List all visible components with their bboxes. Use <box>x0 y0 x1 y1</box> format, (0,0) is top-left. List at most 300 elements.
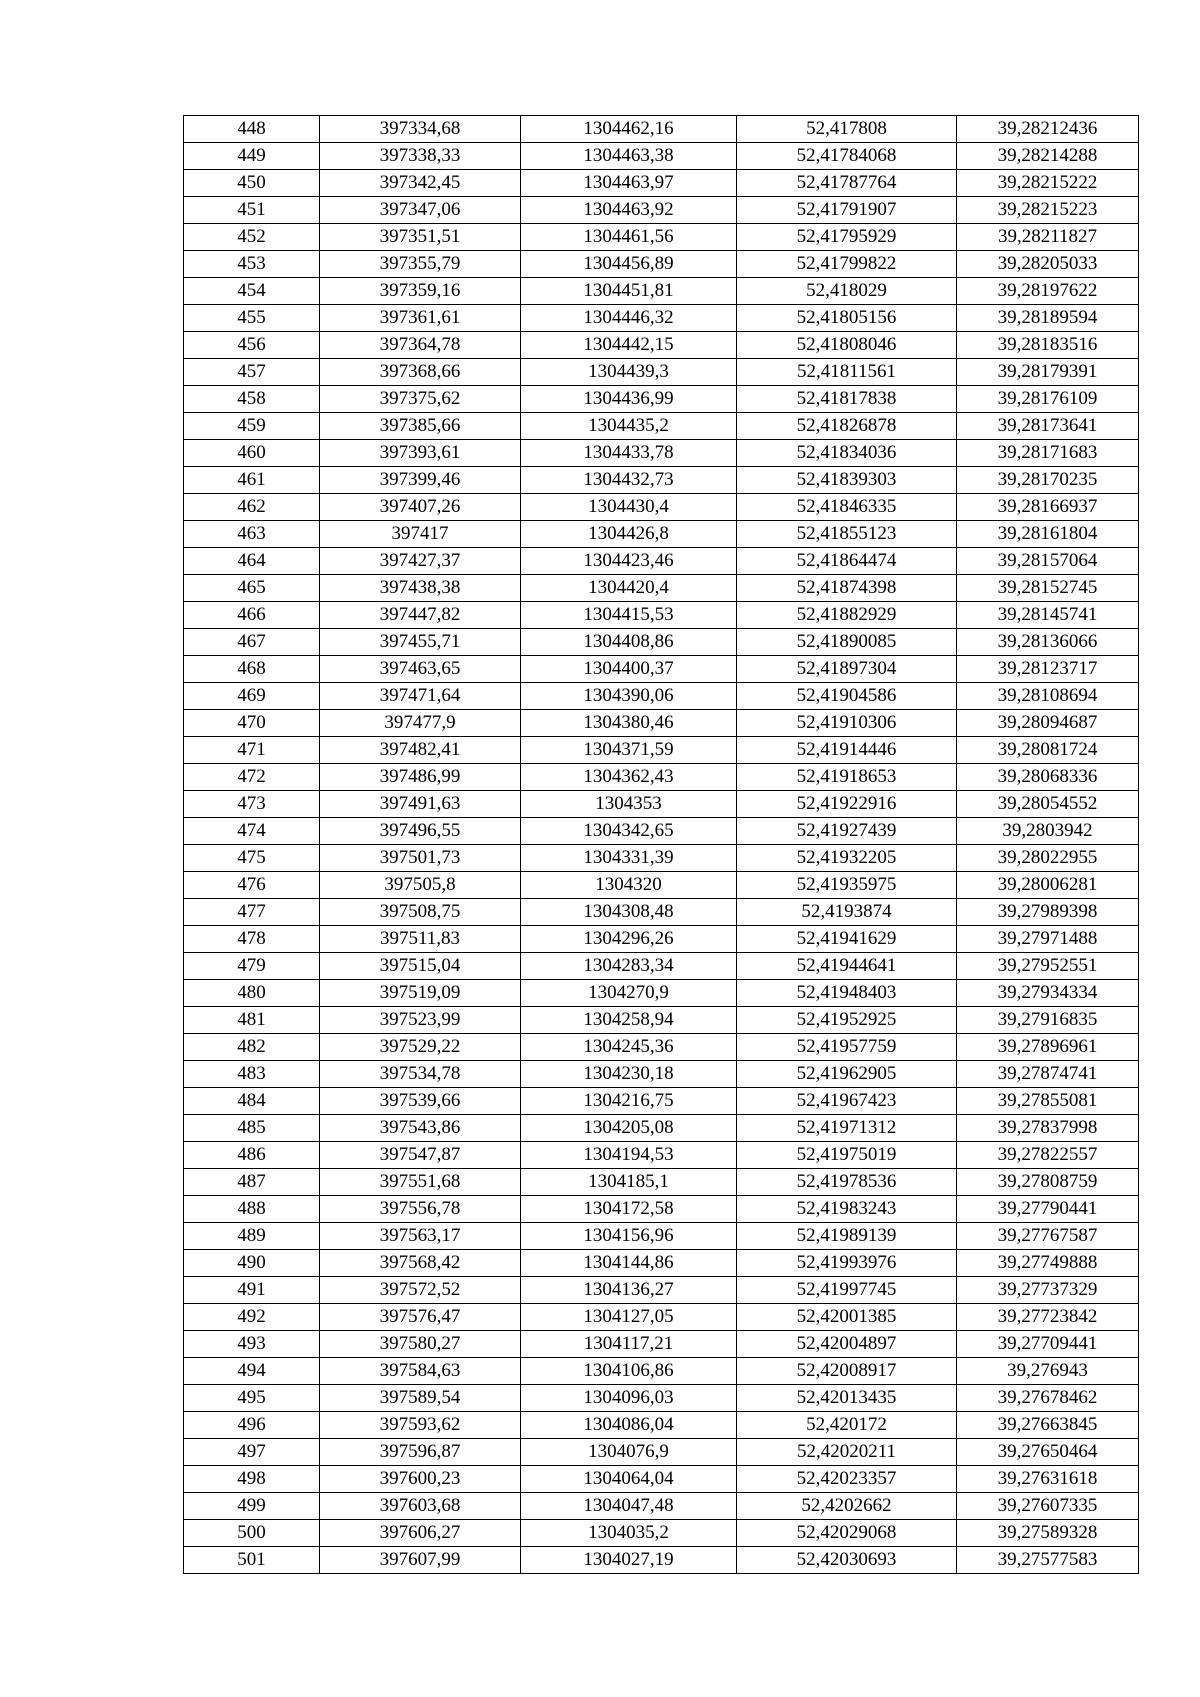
y-coordinate-cell: 1304433,78 <box>521 440 737 467</box>
y-coordinate-cell: 1304136,27 <box>521 1277 737 1304</box>
y-coordinate-cell: 1304035,2 <box>521 1520 737 1547</box>
longitude-cell: 39,27709441 <box>957 1331 1139 1358</box>
longitude-cell: 39,28108694 <box>957 683 1139 710</box>
table-row <box>184 1115 1139 1142</box>
y-coordinate-cell: 1304456,89 <box>521 251 737 278</box>
latitude-cell: 52,41997745 <box>737 1277 957 1304</box>
point-number-cell: 461 <box>184 467 320 494</box>
y-coordinate-cell: 1304076,9 <box>521 1439 737 1466</box>
y-coordinate-cell: 1304185,1 <box>521 1169 737 1196</box>
point-number-cell: 480 <box>184 980 320 1007</box>
y-coordinate-cell: 1304245,36 <box>521 1034 737 1061</box>
latitude-cell: 52,417808 <box>737 116 957 143</box>
longitude-cell: 39,28152745 <box>957 575 1139 602</box>
coordinates-table <box>183 115 1139 1574</box>
latitude-cell: 52,41918653 <box>737 764 957 791</box>
x-coordinate-cell: 397375,62 <box>320 386 521 413</box>
x-coordinate-cell: 397347,06 <box>320 197 521 224</box>
longitude-cell: 39,27790441 <box>957 1196 1139 1223</box>
longitude-cell: 39,28081724 <box>957 737 1139 764</box>
x-coordinate-cell: 397584,63 <box>320 1358 521 1385</box>
y-coordinate-cell: 1304380,46 <box>521 710 737 737</box>
x-coordinate-cell: 397576,47 <box>320 1304 521 1331</box>
point-number-cell: 500 <box>184 1520 320 1547</box>
x-coordinate-cell: 397463,65 <box>320 656 521 683</box>
table-row <box>184 1223 1139 1250</box>
x-coordinate-cell: 397368,66 <box>320 359 521 386</box>
latitude-cell: 52,41791907 <box>737 197 957 224</box>
longitude-cell: 39,27916835 <box>957 1007 1139 1034</box>
y-coordinate-cell: 1304400,37 <box>521 656 737 683</box>
latitude-cell: 52,41826878 <box>737 413 957 440</box>
x-coordinate-cell: 397505,8 <box>320 872 521 899</box>
table-row <box>184 521 1139 548</box>
x-coordinate-cell: 397589,54 <box>320 1385 521 1412</box>
table-row <box>184 1520 1139 1547</box>
y-coordinate-cell: 1304156,96 <box>521 1223 737 1250</box>
table-row <box>184 413 1139 440</box>
table-row <box>184 197 1139 224</box>
x-coordinate-cell: 397455,71 <box>320 629 521 656</box>
longitude-cell: 39,27874741 <box>957 1061 1139 1088</box>
x-coordinate-cell: 397606,27 <box>320 1520 521 1547</box>
longitude-cell: 39,28205033 <box>957 251 1139 278</box>
table-row <box>184 1277 1139 1304</box>
table-row <box>184 1547 1139 1574</box>
y-coordinate-cell: 1304144,86 <box>521 1250 737 1277</box>
table-row <box>184 1439 1139 1466</box>
latitude-cell: 52,4202662 <box>737 1493 957 1520</box>
x-coordinate-cell: 397511,83 <box>320 926 521 953</box>
point-number-cell: 466 <box>184 602 320 629</box>
table-row <box>184 953 1139 980</box>
y-coordinate-cell: 1304430,4 <box>521 494 737 521</box>
x-coordinate-cell: 397607,99 <box>320 1547 521 1574</box>
table-row <box>184 440 1139 467</box>
y-coordinate-cell: 1304230,18 <box>521 1061 737 1088</box>
x-coordinate-cell: 397486,99 <box>320 764 521 791</box>
point-number-cell: 464 <box>184 548 320 575</box>
point-number-cell: 463 <box>184 521 320 548</box>
x-coordinate-cell: 397342,45 <box>320 170 521 197</box>
table-row <box>184 1412 1139 1439</box>
latitude-cell: 52,42020211 <box>737 1439 957 1466</box>
point-number-cell: 486 <box>184 1142 320 1169</box>
point-number-cell: 455 <box>184 305 320 332</box>
x-coordinate-cell: 397351,51 <box>320 224 521 251</box>
latitude-cell: 52,41808046 <box>737 332 957 359</box>
longitude-cell: 39,27971488 <box>957 926 1139 953</box>
latitude-cell: 52,4193874 <box>737 899 957 926</box>
point-number-cell: 479 <box>184 953 320 980</box>
point-number-cell: 483 <box>184 1061 320 1088</box>
x-coordinate-cell: 397355,79 <box>320 251 521 278</box>
point-number-cell: 460 <box>184 440 320 467</box>
x-coordinate-cell: 397580,27 <box>320 1331 521 1358</box>
table-row <box>184 602 1139 629</box>
point-number-cell: 471 <box>184 737 320 764</box>
y-coordinate-cell: 1304106,86 <box>521 1358 737 1385</box>
x-coordinate-cell: 397523,99 <box>320 1007 521 1034</box>
latitude-cell: 52,41890085 <box>737 629 957 656</box>
longitude-cell: 39,27589328 <box>957 1520 1139 1547</box>
longitude-cell: 39,28166937 <box>957 494 1139 521</box>
latitude-cell: 52,41784068 <box>737 143 957 170</box>
latitude-cell: 52,41935975 <box>737 872 957 899</box>
latitude-cell: 52,41932205 <box>737 845 957 872</box>
latitude-cell: 52,41834036 <box>737 440 957 467</box>
x-coordinate-cell: 397547,87 <box>320 1142 521 1169</box>
x-coordinate-cell: 397407,26 <box>320 494 521 521</box>
x-coordinate-cell: 397393,61 <box>320 440 521 467</box>
table-row <box>184 116 1139 143</box>
table-row <box>184 170 1139 197</box>
point-number-cell: 485 <box>184 1115 320 1142</box>
x-coordinate-cell: 397491,63 <box>320 791 521 818</box>
table-row <box>184 1034 1139 1061</box>
point-number-cell: 488 <box>184 1196 320 1223</box>
point-number-cell: 469 <box>184 683 320 710</box>
latitude-cell: 52,41897304 <box>737 656 957 683</box>
point-number-cell: 481 <box>184 1007 320 1034</box>
latitude-cell: 52,42029068 <box>737 1520 957 1547</box>
table-row <box>184 1385 1139 1412</box>
point-number-cell: 458 <box>184 386 320 413</box>
table-row <box>184 1088 1139 1115</box>
table-row <box>184 386 1139 413</box>
latitude-cell: 52,41787764 <box>737 170 957 197</box>
y-coordinate-cell: 1304442,15 <box>521 332 737 359</box>
y-coordinate-cell: 1304205,08 <box>521 1115 737 1142</box>
longitude-cell: 39,27837998 <box>957 1115 1139 1142</box>
y-coordinate-cell: 1304117,21 <box>521 1331 737 1358</box>
longitude-cell: 39,27952551 <box>957 953 1139 980</box>
latitude-cell: 52,41817838 <box>737 386 957 413</box>
point-number-cell: 484 <box>184 1088 320 1115</box>
longitude-cell: 39,27737329 <box>957 1277 1139 1304</box>
point-number-cell: 453 <box>184 251 320 278</box>
table-row <box>184 1331 1139 1358</box>
longitude-cell: 39,28215223 <box>957 197 1139 224</box>
latitude-cell: 52,41941629 <box>737 926 957 953</box>
y-coordinate-cell: 1304463,92 <box>521 197 737 224</box>
point-number-cell: 472 <box>184 764 320 791</box>
table-row <box>184 224 1139 251</box>
longitude-cell: 39,28183516 <box>957 332 1139 359</box>
latitude-cell: 52,418029 <box>737 278 957 305</box>
table-row <box>184 1007 1139 1034</box>
y-coordinate-cell: 1304320 <box>521 872 737 899</box>
y-coordinate-cell: 1304172,58 <box>521 1196 737 1223</box>
latitude-cell: 52,41983243 <box>737 1196 957 1223</box>
table-row <box>184 143 1139 170</box>
latitude-cell: 52,41993976 <box>737 1250 957 1277</box>
longitude-cell: 39,28006281 <box>957 872 1139 899</box>
longitude-cell: 39,28068336 <box>957 764 1139 791</box>
x-coordinate-cell: 397556,78 <box>320 1196 521 1223</box>
table-row <box>184 845 1139 872</box>
point-number-cell: 496 <box>184 1412 320 1439</box>
point-number-cell: 494 <box>184 1358 320 1385</box>
point-number-cell: 475 <box>184 845 320 872</box>
longitude-cell: 39,27749888 <box>957 1250 1139 1277</box>
y-coordinate-cell: 1304463,97 <box>521 170 737 197</box>
point-number-cell: 454 <box>184 278 320 305</box>
latitude-cell: 52,42004897 <box>737 1331 957 1358</box>
y-coordinate-cell: 1304415,53 <box>521 602 737 629</box>
latitude-cell: 52,41864474 <box>737 548 957 575</box>
longitude-cell: 39,28211827 <box>957 224 1139 251</box>
longitude-cell: 39,28173641 <box>957 413 1139 440</box>
latitude-cell: 52,41795929 <box>737 224 957 251</box>
y-coordinate-cell: 1304362,43 <box>521 764 737 791</box>
latitude-cell: 52,41910306 <box>737 710 957 737</box>
x-coordinate-cell: 397543,86 <box>320 1115 521 1142</box>
point-number-cell: 467 <box>184 629 320 656</box>
longitude-cell: 39,28179391 <box>957 359 1139 386</box>
x-coordinate-cell: 397593,62 <box>320 1412 521 1439</box>
y-coordinate-cell: 1304127,05 <box>521 1304 737 1331</box>
x-coordinate-cell: 397359,16 <box>320 278 521 305</box>
longitude-cell: 39,28145741 <box>957 602 1139 629</box>
table-row <box>184 926 1139 953</box>
longitude-cell: 39,28189594 <box>957 305 1139 332</box>
latitude-cell: 52,420172 <box>737 1412 957 1439</box>
x-coordinate-cell: 397539,66 <box>320 1088 521 1115</box>
table-row <box>184 1169 1139 1196</box>
latitude-cell: 52,41855123 <box>737 521 957 548</box>
point-number-cell: 465 <box>184 575 320 602</box>
longitude-cell: 39,28157064 <box>957 548 1139 575</box>
longitude-cell: 39,27650464 <box>957 1439 1139 1466</box>
y-coordinate-cell: 1304436,99 <box>521 386 737 413</box>
y-coordinate-cell: 1304270,9 <box>521 980 737 1007</box>
longitude-cell: 39,27577583 <box>957 1547 1139 1574</box>
y-coordinate-cell: 1304216,75 <box>521 1088 737 1115</box>
latitude-cell: 52,42001385 <box>737 1304 957 1331</box>
point-number-cell: 497 <box>184 1439 320 1466</box>
y-coordinate-cell: 1304342,65 <box>521 818 737 845</box>
latitude-cell: 52,41805156 <box>737 305 957 332</box>
y-coordinate-cell: 1304353 <box>521 791 737 818</box>
table-row <box>184 278 1139 305</box>
table-row <box>184 575 1139 602</box>
x-coordinate-cell: 397496,55 <box>320 818 521 845</box>
longitude-cell: 39,27808759 <box>957 1169 1139 1196</box>
latitude-cell: 52,41846335 <box>737 494 957 521</box>
y-coordinate-cell: 1304451,81 <box>521 278 737 305</box>
latitude-cell: 52,41967423 <box>737 1088 957 1115</box>
x-coordinate-cell: 397572,52 <box>320 1277 521 1304</box>
x-coordinate-cell: 397364,78 <box>320 332 521 359</box>
table-row <box>184 548 1139 575</box>
latitude-cell: 52,41952925 <box>737 1007 957 1034</box>
point-number-cell: 487 <box>184 1169 320 1196</box>
table-row <box>184 1466 1139 1493</box>
table-row <box>184 1142 1139 1169</box>
latitude-cell: 52,41978536 <box>737 1169 957 1196</box>
point-number-cell: 490 <box>184 1250 320 1277</box>
y-coordinate-cell: 1304308,48 <box>521 899 737 926</box>
point-number-cell: 448 <box>184 116 320 143</box>
latitude-cell: 52,41799822 <box>737 251 957 278</box>
x-coordinate-cell: 397477,9 <box>320 710 521 737</box>
latitude-cell: 52,42023357 <box>737 1466 957 1493</box>
longitude-cell: 39,27607335 <box>957 1493 1139 1520</box>
longitude-cell: 39,276943 <box>957 1358 1139 1385</box>
point-number-cell: 493 <box>184 1331 320 1358</box>
latitude-cell: 52,41948403 <box>737 980 957 1007</box>
x-coordinate-cell: 397471,64 <box>320 683 521 710</box>
longitude-cell: 39,28215222 <box>957 170 1139 197</box>
x-coordinate-cell: 397596,87 <box>320 1439 521 1466</box>
latitude-cell: 52,41922916 <box>737 791 957 818</box>
point-number-cell: 482 <box>184 1034 320 1061</box>
table-row <box>184 305 1139 332</box>
y-coordinate-cell: 1304047,48 <box>521 1493 737 1520</box>
point-number-cell: 489 <box>184 1223 320 1250</box>
x-coordinate-cell: 397427,37 <box>320 548 521 575</box>
longitude-cell: 39,28197622 <box>957 278 1139 305</box>
table-row <box>184 656 1139 683</box>
longitude-cell: 39,28176109 <box>957 386 1139 413</box>
y-coordinate-cell: 1304439,3 <box>521 359 737 386</box>
point-number-cell: 477 <box>184 899 320 926</box>
latitude-cell: 52,41874398 <box>737 575 957 602</box>
x-coordinate-cell: 397334,68 <box>320 116 521 143</box>
x-coordinate-cell: 397529,22 <box>320 1034 521 1061</box>
table-row <box>184 1358 1139 1385</box>
point-number-cell: 468 <box>184 656 320 683</box>
x-coordinate-cell: 397534,78 <box>320 1061 521 1088</box>
y-coordinate-cell: 1304390,06 <box>521 683 737 710</box>
table-row <box>184 872 1139 899</box>
latitude-cell: 52,41975019 <box>737 1142 957 1169</box>
y-coordinate-cell: 1304420,4 <box>521 575 737 602</box>
latitude-cell: 52,41927439 <box>737 818 957 845</box>
y-coordinate-cell: 1304463,38 <box>521 143 737 170</box>
latitude-cell: 52,42030693 <box>737 1547 957 1574</box>
point-number-cell: 476 <box>184 872 320 899</box>
latitude-cell: 52,41914446 <box>737 737 957 764</box>
x-coordinate-cell: 397399,46 <box>320 467 521 494</box>
x-coordinate-cell: 397600,23 <box>320 1466 521 1493</box>
table-row <box>184 764 1139 791</box>
longitude-cell: 39,28212436 <box>957 116 1139 143</box>
y-coordinate-cell: 1304446,32 <box>521 305 737 332</box>
y-coordinate-cell: 1304296,26 <box>521 926 737 953</box>
table-row <box>184 1493 1139 1520</box>
longitude-cell: 39,28161804 <box>957 521 1139 548</box>
longitude-cell: 39,27896961 <box>957 1034 1139 1061</box>
table-row <box>184 1196 1139 1223</box>
table-row <box>184 359 1139 386</box>
y-coordinate-cell: 1304461,56 <box>521 224 737 251</box>
table-row <box>184 629 1139 656</box>
point-number-cell: 491 <box>184 1277 320 1304</box>
table-row <box>184 683 1139 710</box>
table-row <box>184 467 1139 494</box>
latitude-cell: 52,41962905 <box>737 1061 957 1088</box>
y-coordinate-cell: 1304283,34 <box>521 953 737 980</box>
longitude-cell: 39,28136066 <box>957 629 1139 656</box>
table-row <box>184 737 1139 764</box>
x-coordinate-cell: 397338,33 <box>320 143 521 170</box>
point-number-cell: 474 <box>184 818 320 845</box>
table-row <box>184 980 1139 1007</box>
y-coordinate-cell: 1304331,39 <box>521 845 737 872</box>
point-number-cell: 495 <box>184 1385 320 1412</box>
x-coordinate-cell: 397482,41 <box>320 737 521 764</box>
longitude-cell: 39,27767587 <box>957 1223 1139 1250</box>
x-coordinate-cell: 397417 <box>320 521 521 548</box>
y-coordinate-cell: 1304408,86 <box>521 629 737 656</box>
latitude-cell: 52,41839303 <box>737 467 957 494</box>
table-row <box>184 494 1139 521</box>
longitude-cell: 39,28094687 <box>957 710 1139 737</box>
table-row <box>184 818 1139 845</box>
x-coordinate-cell: 397603,68 <box>320 1493 521 1520</box>
point-number-cell: 470 <box>184 710 320 737</box>
longitude-cell: 39,27855081 <box>957 1088 1139 1115</box>
point-number-cell: 459 <box>184 413 320 440</box>
y-coordinate-cell: 1304423,46 <box>521 548 737 575</box>
y-coordinate-cell: 1304096,03 <box>521 1385 737 1412</box>
point-number-cell: 449 <box>184 143 320 170</box>
x-coordinate-cell: 397551,68 <box>320 1169 521 1196</box>
latitude-cell: 52,42008917 <box>737 1358 957 1385</box>
x-coordinate-cell: 397563,17 <box>320 1223 521 1250</box>
point-number-cell: 451 <box>184 197 320 224</box>
point-number-cell: 457 <box>184 359 320 386</box>
latitude-cell: 52,41882929 <box>737 602 957 629</box>
x-coordinate-cell: 397385,66 <box>320 413 521 440</box>
longitude-cell: 39,27663845 <box>957 1412 1139 1439</box>
y-coordinate-cell: 1304432,73 <box>521 467 737 494</box>
x-coordinate-cell: 397438,38 <box>320 575 521 602</box>
point-number-cell: 498 <box>184 1466 320 1493</box>
longitude-cell: 39,2803942 <box>957 818 1139 845</box>
longitude-cell: 39,27989398 <box>957 899 1139 926</box>
x-coordinate-cell: 397447,82 <box>320 602 521 629</box>
latitude-cell: 52,41944641 <box>737 953 957 980</box>
point-number-cell: 492 <box>184 1304 320 1331</box>
x-coordinate-cell: 397501,73 <box>320 845 521 872</box>
point-number-cell: 478 <box>184 926 320 953</box>
longitude-cell: 39,28054552 <box>957 791 1139 818</box>
longitude-cell: 39,28214288 <box>957 143 1139 170</box>
coordinates-table-body <box>184 116 1139 1574</box>
latitude-cell: 52,41957759 <box>737 1034 957 1061</box>
latitude-cell: 52,41971312 <box>737 1115 957 1142</box>
x-coordinate-cell: 397508,75 <box>320 899 521 926</box>
point-number-cell: 462 <box>184 494 320 521</box>
table-row <box>184 899 1139 926</box>
longitude-cell: 39,28171683 <box>957 440 1139 467</box>
y-coordinate-cell: 1304258,94 <box>521 1007 737 1034</box>
table-row <box>184 1304 1139 1331</box>
table-row <box>184 1061 1139 1088</box>
point-number-cell: 499 <box>184 1493 320 1520</box>
longitude-cell: 39,27678462 <box>957 1385 1139 1412</box>
point-number-cell: 501 <box>184 1547 320 1574</box>
point-number-cell: 450 <box>184 170 320 197</box>
y-coordinate-cell: 1304462,16 <box>521 116 737 143</box>
latitude-cell: 52,41811561 <box>737 359 957 386</box>
table-row <box>184 251 1139 278</box>
y-coordinate-cell: 1304435,2 <box>521 413 737 440</box>
longitude-cell: 39,28170235 <box>957 467 1139 494</box>
